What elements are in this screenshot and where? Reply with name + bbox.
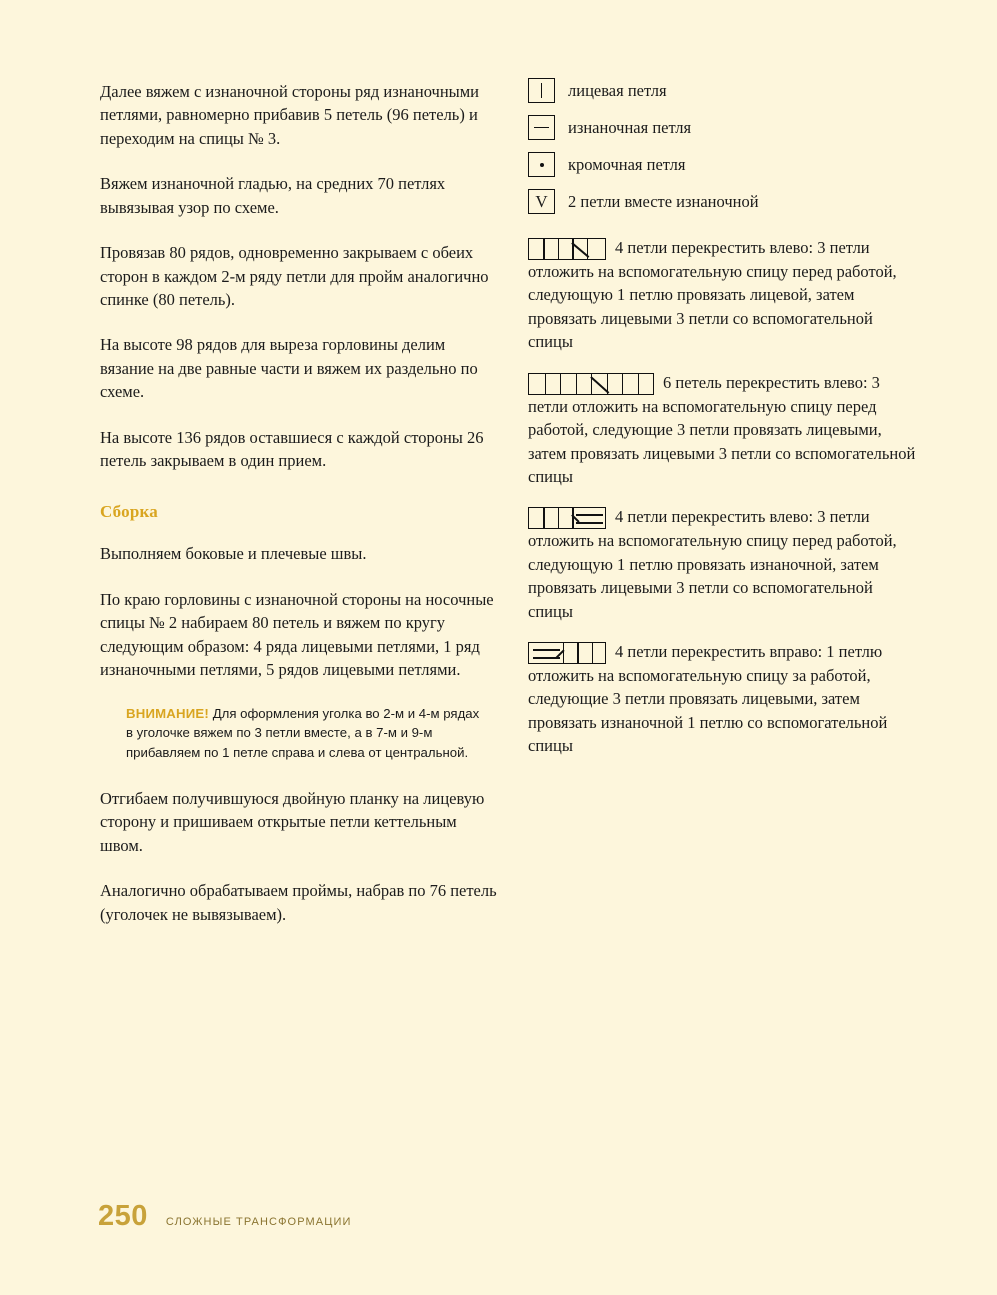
- cable-entry: [528, 640, 918, 758]
- cable-4-right-icon: [528, 642, 606, 664]
- legend-label: лицевая петля: [568, 80, 667, 100]
- paragraph: По краю горловины с изнаночной стороны на носочные спицы № 2 набираем 80 петель и вяжем по кругу следующим образом: 4 ряда лицевыми петлями, 1 ряд изнаночными петлями, 5 рядов лицевыми петлями.: [100, 589, 494, 680]
- section-heading: Сборка: [100, 502, 158, 522]
- paragraph: Вяжем изнаночной гладью, на средних 70 петлях вывязывая узор по схеме.: [100, 174, 446, 217]
- cable-entry: [528, 371, 918, 489]
- cable-text: 4 петли перекрестить влево: 3 петли отложить на вспомогательную спицу перед работой, следующую 1 петлю провязать лицевой, затем провязать лицевыми 3 петли со вспомогательной спицы: [528, 238, 897, 352]
- cable-text: 4 петли перекрестить влево: 3 петли отложить на вспомогательную спицу перед работой, следующую 1 петлю провязать изнаночной, затем провязать лицевыми 3 петли со вспомогательной спицы: [528, 507, 897, 621]
- page-footer: [98, 1200, 351, 1233]
- cable-text: 6 петель перекрестить влево: 3 петли отложить на вспомогательную спицу перед работой, следующие 3 петли провязать лицевыми, затем провязать лицевыми 3 петли со вспомогательной спицы: [528, 372, 916, 486]
- paragraph: Аналогично обрабатываем проймы, набрав по 76 петель (уголочек не вывязываем).: [100, 881, 497, 924]
- v-symbol-icon: V: [528, 189, 555, 214]
- attention-label: ВНИМАНИЕ!: [126, 705, 210, 721]
- vertical-bar-symbol-icon: [528, 78, 555, 103]
- paragraph: Выполняем боковые и плечевые швы.: [100, 544, 367, 564]
- legend-label: кромочная петля: [568, 154, 686, 174]
- dot-symbol-icon: [528, 152, 555, 177]
- paragraph: На высоте 136 рядов оставшиеся с каждой стороны 26 петель закрываем в один прием.: [100, 427, 484, 471]
- cable-entry: [528, 505, 918, 623]
- page-number: 250: [98, 1200, 148, 1232]
- legend-item: [528, 152, 918, 177]
- cable-text: 4 петли перекрестить вправо: 1 петлю отложить на вспомогательную спицу за работой, следующие 3 петли провязать лицевыми, затем провязать изнаночной 1 петлю со вспомогательной спицы: [528, 642, 888, 756]
- cable-4-left-icon: [528, 238, 606, 260]
- cable-6-left-icon: [528, 373, 654, 395]
- running-head: СЛОЖНЫЕ ТРАНСФОРМАЦИИ: [165, 1216, 352, 1228]
- cable-entry: [528, 236, 918, 354]
- left-text-column: [100, 80, 500, 948]
- legend-label: изнаночная петля: [568, 117, 692, 137]
- attention-note: [126, 704, 481, 763]
- legend-column: [528, 78, 918, 775]
- legend-item: [528, 78, 918, 103]
- cable-4-left-purl-icon: [528, 507, 606, 529]
- paragraph: Далее вяжем с изнаночной стороны ряд изнаночными петлями, равномерно прибавив 5 петель (96 петель) и переходим на спицы № 3.: [100, 82, 480, 148]
- paragraph: На высоте 98 рядов для выреза горловины делим вязание на две равные части и вяжем их раздельно по схеме.: [100, 335, 478, 402]
- paragraph: Провязав 80 рядов, одновременно закрываем с обеих сторон в каждом 2-м ряду петли для пройм аналогично спинке (80 петель).: [100, 243, 489, 309]
- legend-item: [528, 189, 918, 214]
- horizontal-bar-symbol-icon: [528, 115, 555, 140]
- legend-item: [528, 115, 918, 140]
- legend-label: 2 петли вместе изнаночной: [568, 191, 759, 211]
- paragraph: Отгибаем получившуюся двойную планку на лицевую сторону и пришиваем открытые петли кеттельным швом.: [100, 788, 485, 855]
- attention-text: Для оформления уголка во 2-м и 4-м рядах в уголочке вяжем по 3 петли вместе, а в 7-м и 9-м прибавляем по 1 петле справа и слева от центральной.: [126, 705, 480, 761]
